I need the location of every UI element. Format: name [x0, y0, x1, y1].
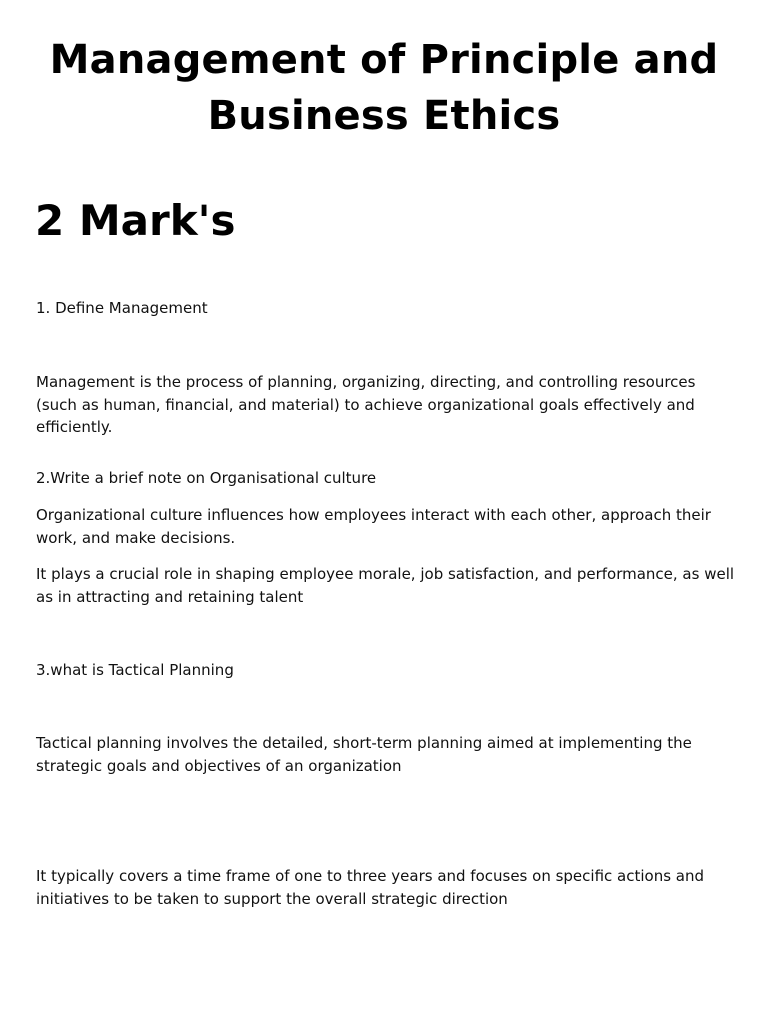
answer-1: Management is the process of planning, organizing, directing, and controlling resources (such as human, financial, and material) to achieve organizational goals effectively and efficiently. — [36, 373, 696, 436]
question-1: 1. Define Management — [36, 299, 208, 317]
answer-2-paragraph-2: It plays a crucial role in shaping employee morale, job satisfaction, and performance, as well as in attracting and retaining talent — [36, 565, 735, 606]
question-3: 3.what is Tactical Planning — [36, 661, 234, 679]
question-2: 2.Write a brief note on Organisational culture — [36, 469, 377, 487]
answer-2-paragraph-1: Organizational culture influences how employees interact with each other, approach their work, and make decisions. — [36, 506, 711, 547]
answer-3-paragraph-1: Tactical planning involves the detailed, short-term planning aimed at implementing the strategic goals and objectives of an organization — [36, 734, 692, 775]
section-heading-2-marks: 2 Mark's — [35, 196, 236, 245]
answer-3-paragraph-2: It typically covers a time frame of one to three years and focuses on specific actions and initiatives to be taken to support the overall strategic direction — [36, 867, 705, 908]
document-title: Management of Principle and Business Ethics — [49, 37, 719, 139]
